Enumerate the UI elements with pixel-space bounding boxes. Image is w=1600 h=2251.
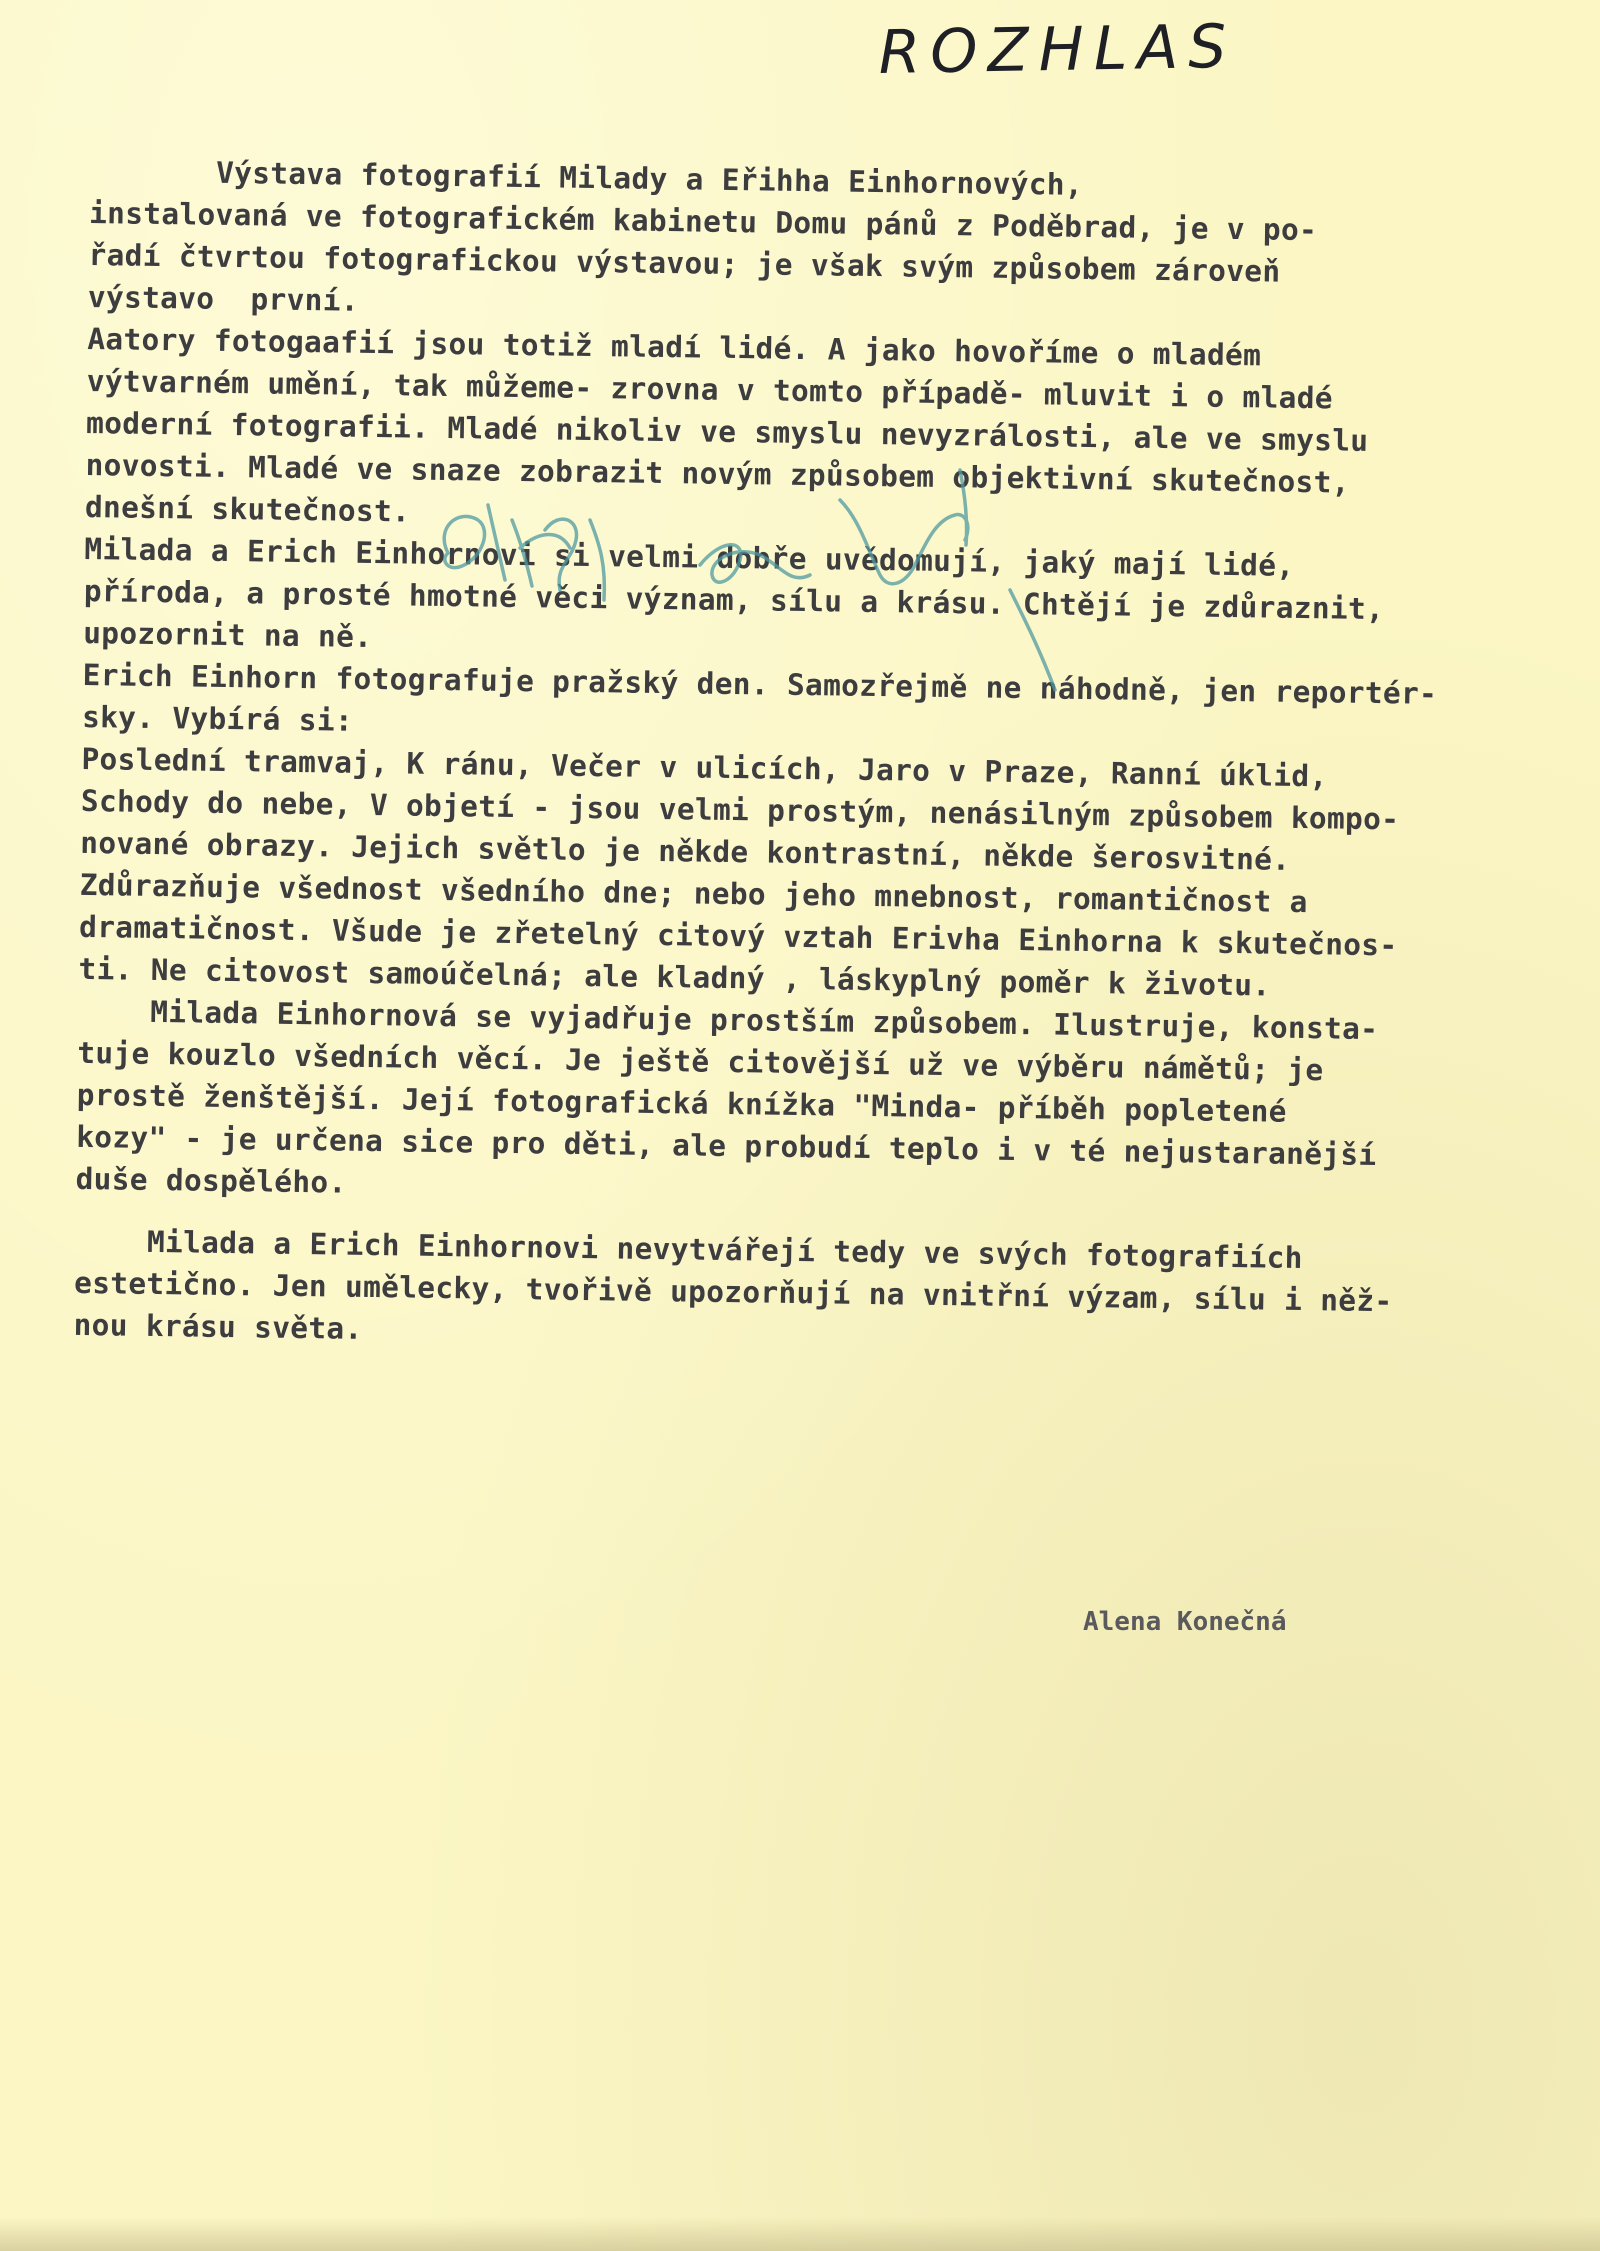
text-line: příroda, a prosté hmotné věci význam, sílu a krásu. Chtějí je zdůraznit, (83, 573, 1385, 627)
text-line: výstavo první. (87, 279, 360, 318)
text-line: tuje kouzlo všedních věcí. Je ještě citovější už ve výběru námětů; je (77, 1035, 1324, 1088)
typescript-body (73, 150, 1560, 1366)
text-line: kozy" - je určena sice pro děti, ale probudí teplo i v té nejustaranější (75, 1119, 1377, 1173)
text-line: Schody do nebe, V objetí - jsou velmi prostým, nenásilným způsobem kompo- (80, 783, 1400, 837)
signature: Alena Konečná (1083, 1607, 1287, 1637)
text-line: upozornit na ně. (83, 615, 373, 654)
text-line: Milada Einhornová se vyjadřuje prostším způsobem. Ilustruje, konsta- (77, 993, 1379, 1047)
text-line: Milada a Erich Einhornovi nevytvářejí tedy ve svých fotografiích (74, 1223, 1304, 1276)
text-line: prostě ženštější. Její fotografická knížka "Minda- příběh popletené (76, 1077, 1287, 1129)
paragraph (73, 1220, 1545, 1367)
text-line: nované obrazy. Jejich světlo je někde kontrastní, někde šerosvitné. (80, 825, 1291, 877)
text-line: Aatory fotogaafií jsou totiž mladí lidé. A jako hovoříme o mladém (87, 321, 1262, 373)
text-line: výtvarném umění, tak můžeme- zrovna v tomto případě- mluvit i o mladé (86, 363, 1334, 416)
page-edge-shadow (0, 2217, 1600, 2251)
text-line: instalovaná ve fotografickém kabinetu Domu pánů z Poděbrad, je v po- (88, 195, 1318, 248)
paragraph (75, 738, 1551, 1220)
text-line: Erich Einhorn fotografuje pražský den. Samozřejmě ne náhodně, jen reportér- (82, 657, 1438, 711)
text-line: Poslední tramvaj, K ránu, Večer v ulicích, Jaro v Praze, Ranní úklid, (81, 741, 1328, 794)
handwritten-header: ROZHLAS (878, 11, 1237, 88)
text-line: estetično. Jen umělecky, tvořivě upozorňují na vnitřní výzam, sílu i něž- (73, 1265, 1393, 1319)
text-line: sky. Vybírá si: (81, 699, 354, 738)
text-line: Výstava fotografií Milady a Eřihha Einhornových, (89, 153, 1084, 202)
text-line: novosti. Mladé ve snaze zobrazit novým způsobem objektivní skutečnost, (85, 447, 1350, 500)
text-line: řadí čtvrtou fotografickou výstavou; je však svým způsobem zároveň (88, 237, 1281, 289)
paragraph (85, 150, 1560, 548)
text-line: nou krásu světa. (73, 1307, 363, 1346)
text-line: duše dospělého. (75, 1161, 347, 1200)
text-line: Milada a Erich Einhornovi si velmi dobře uvědomují, jaký mají lidé, (84, 531, 1295, 583)
text-line: moderní fotografii. Mladé nikoliv ve smyslu nevyzrálosti, ale ve smyslu (85, 405, 1369, 458)
text-line: Zdůrazňuje všednost všedního dne; nebo jeho mnebnost, romantičnost a (79, 867, 1308, 920)
text-line: ti. Ne citovost samoúčelná; ale kladný , láskyplný poměr k životu. (78, 951, 1271, 1003)
text-line: dramatičnost. Všude je zřetelný citový vztah Erivha Einhorna k skutečnos- (78, 909, 1398, 963)
paragraph (83, 528, 1555, 675)
text-line: dnešní skutečnost. (84, 489, 411, 529)
